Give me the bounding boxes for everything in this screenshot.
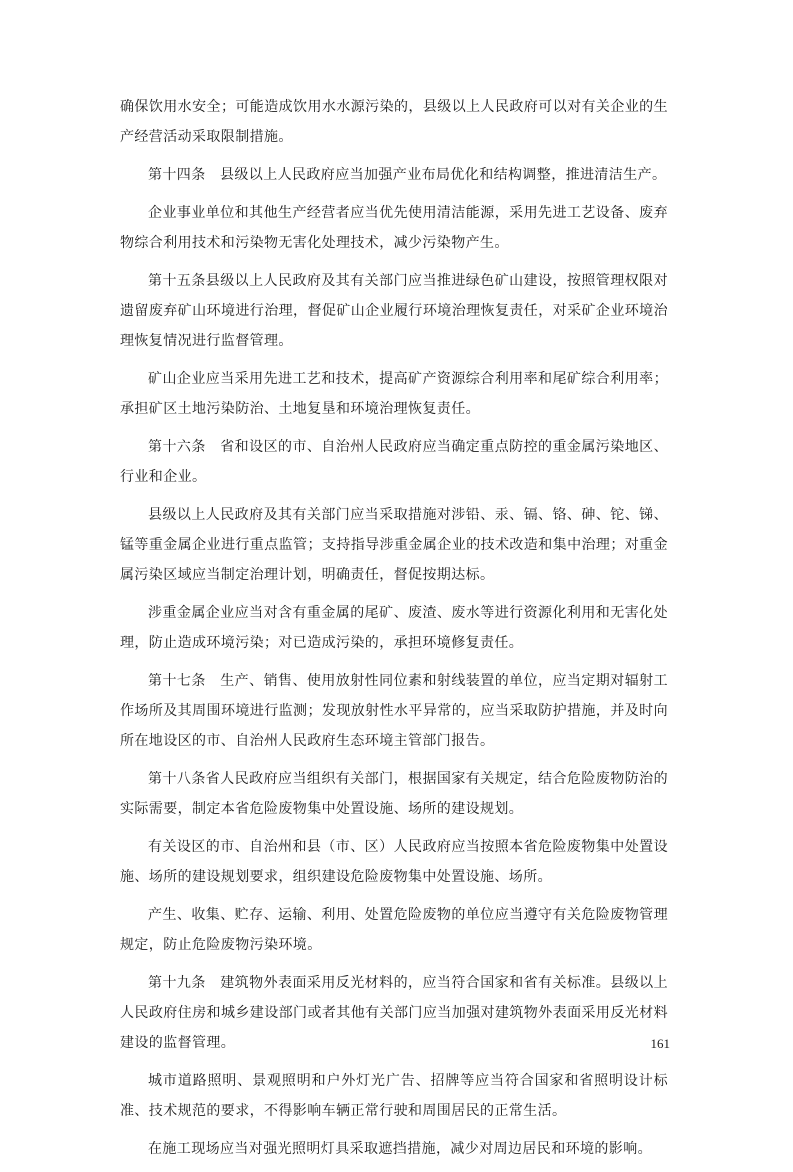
paragraph-continuation: 确保饮用水安全；可能造成饮用水水源污染的，县级以上人民政府可以对有关企业的生产经营活动采取限制措施。 — [120, 99, 668, 145]
article-18: 第十八条省人民政府应当组织有关部门，根据国家有关规定，结合危险废物防治的实际需要，制定本省危险废物集中处置设施、场所的建设规划。 — [120, 771, 668, 817]
article-19-paragraph-3: 在施工现场应当对强光照明灯具采取遮挡措施，减少对周边居民和环境的影响。 — [148, 1141, 652, 1157]
article-19-paragraph-2: 城市道路照明、景观照明和户外灯光广告、招牌等应当符合国家和省照明设计标准、技术规范的要求，不得影响车辆正常行驶和周围居民的正常生活。 — [120, 1073, 668, 1119]
article-16-paragraph-2: 县级以上人民政府及其有关部门应当采取措施对涉铅、汞、镉、铬、砷、铊、锑、锰等重金属企业进行重点监管；支持指导涉重金属企业的技术改造和集中治理；对重金属污染区域应当制定治理计划，明确责任，督促按期达标。 — [120, 507, 668, 583]
article-18-paragraph-2: 有关设区的市、自治州和县（市、区）人民政府应当按照本省危险废物集中处置设施、场所的建设规划要求，组织建设危险废物集中处置设施、场所。 — [120, 839, 668, 885]
article-16: 第十六条 省和设区的市、自治州人民政府应当确定重点防控的重金属污染地区、行业和企业。 — [120, 439, 668, 485]
article-15: 第十五条县级以上人民政府及其有关部门应当推进绿色矿山建设，按照管理权限对遗留废弃矿山环境进行治理，督促矿山企业履行环境治理恢复责任，对采矿企业环境治理恢复情况进行监督管理。 — [120, 273, 668, 349]
article-17: 第十七条 生产、销售、使用放射性同位素和射线装置的单位，应当定期对辐射工作场所及其周围环境进行监测；发现放射性水平异常的，应当采取防护措施，并及时向所在地设区的市、自治州人民政府生态环境主管部门报告。 — [120, 673, 668, 749]
article-14-paragraph-2: 企业事业单位和其他生产经营者应当优先使用清洁能源，采用先进工艺设备、废弃物综合利用技术和污染物无害化处理技术，减少污染物产生。 — [120, 205, 668, 251]
article-16-paragraph-3: 涉重金属企业应当对含有重金属的尾矿、废渣、废水等进行资源化利用和无害化处理，防止造成环境污染；对已造成污染的，承担环境修复责任。 — [120, 605, 668, 651]
article-15-paragraph-2: 矿山企业应当采用先进工艺和技术，提高矿产资源综合利用率和尾矿综合利用率；承担矿区土地污染防治、土地复垦和环境治理恢复责任。 — [120, 371, 668, 417]
document-body — [120, 92, 668, 1172]
page-number: 161 — [650, 1036, 670, 1051]
article-18-paragraph-3: 产生、收集、贮存、运输、利用、处置危险废物的单位应当遵守有关危险废物管理规定，防止危险废物污染环境。 — [120, 907, 668, 953]
article-19: 第十九条 建筑物外表面采用反光材料的，应当符合国家和省有关标准。县级以上人民政府住房和城乡建设部门或者其他有关部门应当加强对建筑物外表面采用反光材料建设的监督管理。 — [120, 975, 668, 1051]
article-14: 第十四条 县级以上人民政府应当加强产业布局优化和结构调整，推进清洁生产。 — [148, 167, 667, 183]
